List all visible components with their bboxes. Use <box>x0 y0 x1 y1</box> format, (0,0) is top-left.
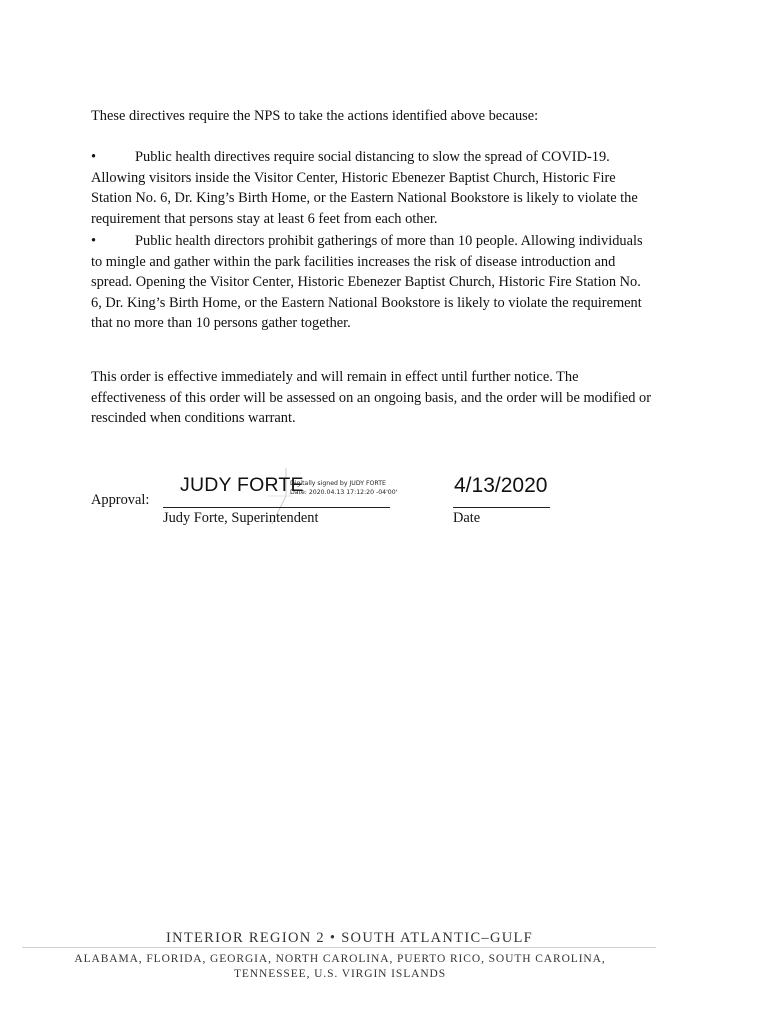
digital-signature-note <box>290 479 397 497</box>
date-line <box>453 507 550 508</box>
order-paragraph <box>91 367 691 429</box>
bullet-text-line: 6, Dr. King’s Birth Home, or the Eastern National Bookstore is likely to violate the requirement <box>91 294 642 311</box>
signature-line <box>163 507 390 508</box>
approval-label: Approval: <box>91 492 150 508</box>
footer-region-title <box>0 930 661 947</box>
intro-paragraph: These directives require the NPS to take the actions identified above because: <box>91 108 539 124</box>
order-text-line: rescinded when conditions warrant. <box>91 410 296 427</box>
bullet-first-line <box>91 147 681 168</box>
bullet-text-line: Allowing visitors inside the Visitor Center, Historic Ebenezer Baptist Church, Historic Fire <box>91 169 616 186</box>
bullet-marker: • <box>91 149 97 165</box>
order-text-line: effectiveness of this order will be assessed on an ongoing basis, and the order will be modified or <box>91 389 652 406</box>
bullet-text-line: requirement that persons stay at least 6 feet from each other. <box>91 210 438 227</box>
bullet-item-gatherings <box>91 231 681 334</box>
approval-date: 4/13/2020 <box>454 474 548 497</box>
signature-name: JUDY FORTE <box>180 474 304 496</box>
bullet-first-line <box>91 231 681 252</box>
bullet-text-line: Public health directors prohibit gatherings of more than 10 people. Allowing individuals <box>135 233 643 249</box>
footer-states <box>0 952 770 982</box>
bullet-text-line: spread. Opening the Visitor Center, Historic Ebenezer Baptist Church, Historic Fire Station No. <box>91 274 641 291</box>
digital-signature-note-line: Date: 2020.04.13 17:12:20 -04'00' <box>290 489 398 496</box>
footer-states-line: TENNESSEE, U.S. VIRGIN ISLANDS <box>233 968 447 980</box>
date-caption: Date <box>453 510 481 526</box>
bullet-text-line: Station No. 6, Dr. King’s Birth Home, or the Eastern National Bookstore is likely to violate the <box>91 190 638 207</box>
bullet-marker: • <box>91 233 97 249</box>
order-text-line: This order is effective immediately and will remain in effect until further notice. The <box>91 369 579 385</box>
footer-region-title-text: INTERIOR REGION 2 • SOUTH ATLANTIC–GULF <box>165 930 534 946</box>
signer-caption: Judy Forte, Superintendent <box>163 510 319 526</box>
footer-divider <box>22 947 656 948</box>
bullet-text-line: that no more than 10 persons gather together. <box>91 315 351 332</box>
digital-signature-note-line: Digitally signed by JUDY FORTE <box>290 480 386 487</box>
bullet-item-social-distancing <box>91 147 681 229</box>
footer-states-line: ALABAMA, FLORIDA, GEORGIA, NORTH CAROLINA, PUERTO RICO, SOUTH CAROLINA, <box>74 953 606 965</box>
bullet-text-line: Public health directives require social distancing to slow the spread of COVID-19. <box>135 149 610 165</box>
bullet-text-line: to mingle and gather within the park facilities increases the risk of disease introduction and <box>91 253 616 270</box>
